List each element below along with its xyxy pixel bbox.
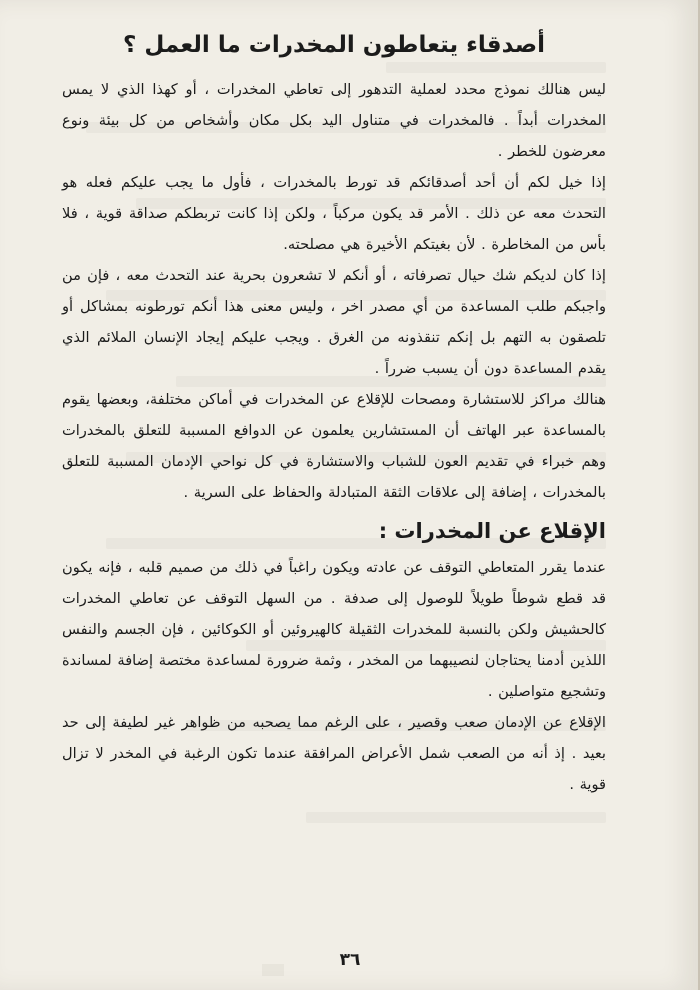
paragraph: هنالك مراكز للاستشارة ومصحات للإقلاع عن المخدرات في أماكن مختلفة، وبعضها يقوم بالمساعدة عبر الهاتف أن المستشارين يعلمون عن الدوافع المسببة للتعلق بالمخدرات وهم خبراء في تقديم العون للشباب والاستشارة في كل نواحي الإدمان المسببة للتعلق بالمخدرات ، إضافة إلى علاقات الثقة المتبادلة والحفاظ على السرية . — [62, 391, 606, 501]
bleed-through-mark — [306, 812, 606, 823]
paragraph: ليس هنالك نموذج محدد لعملية التدهور إلى تعاطي المخدرات ، أو كهذا الذي لا يمس المخدرات أبداً . فالمخدرات في متناول اليد بكل مكان وأشخاص من كل بيئة ونوع معرضون للخطر . — [62, 81, 606, 160]
paragraph: عندما يقرر المتعاطي التوقف عن عادته ويكون راغباً في ذلك من صميم قلبه ، فإنه يكون قد قطع شوطاً طويلاً للوصول إلى صدفة . من السهل التوقف عن تعاطي المخدرات كالحشيش ولكن بالنسبة للمخدرات الثقيلة كالهيروئين أو الكوكائين ، فإن الجسم والنفس اللذين أدمنا يحتاجان لنصيبهما من المخدر ، وثمة ضرورة لمساعدة مختصة إضافة لمساندة وتشجيع متواصلين . — [62, 559, 606, 700]
paragraph: الإقلاع عن الإدمان صعب وقصير ، على الرغم مما يصحبه من ظواهر غير لطيفة إلى حد بعيد . إذ أنه من الصعب شمل الأعراض المرافقة عندما تكون الرغبة في المخدر لا تزال قوية . — [62, 714, 606, 793]
page-text — [62, 30, 606, 800]
paragraph: إذا خيل لكم أن أحد أصدقائكم قد تورط بالمخدرات ، فأول ما يجب عليكم فعله هو التحدث معه عن ذلك . الأمر قد يكون مركباً ، ولكن إذا كانت تربطكم صداقة قوية ، فلا بأس من المخاطرة . لأن بغيتكم الأخيرة هي مصلحته. — [62, 174, 606, 253]
page-title: أصدقاء يتعاطون المخدرات ما العمل ؟ — [123, 32, 545, 58]
page-number: ٣٦ — [339, 950, 361, 970]
section-heading: الإقلاع عن المخدرات : — [378, 519, 606, 543]
paragraph: إذا كان لديكم شك حيال تصرفاته ، أو أنكم لا تشعرون بحرية عند التحدث معه ، فإن من واجبكم طلب المساعدة من أي مصدر اخر ، وليس معنى هذا أنكم تورطونه بمشاكل أو تلصقون به التهم بل إنكم تنقذونه من الغرق . ويجب عليكم إيجاد الإنسان الملائم الذي يقدم المساعدة دون أن يسبب ضرراً . — [62, 267, 606, 377]
